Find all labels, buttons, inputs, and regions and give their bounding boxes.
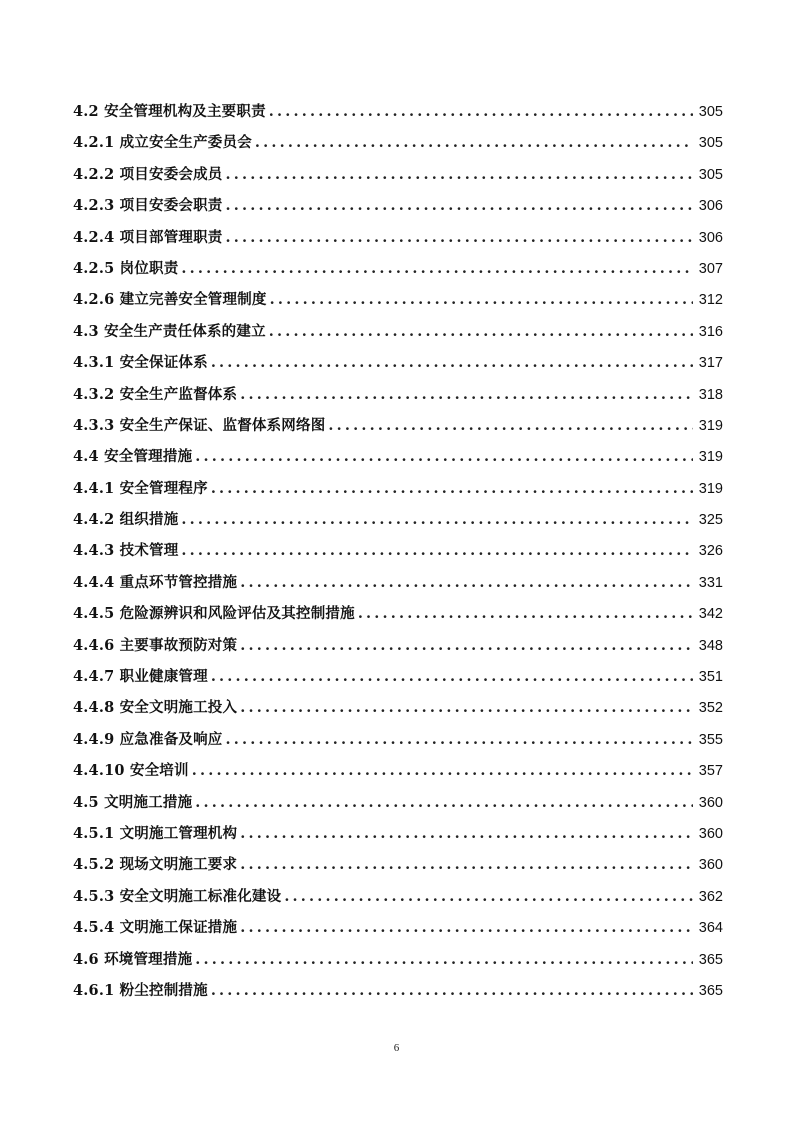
toc-dot-leader [181,509,693,531]
toc-dot-leader [240,917,693,939]
toc-entry-title[interactable]: 4.4.7 职业健康管理 [73,668,208,686]
toc-entry-page[interactable]: 305 [698,135,723,152]
toc-dot-leader [226,227,693,249]
toc-dot-leader [328,415,693,437]
toc-entry-title[interactable]: 4.6 环境管理措施 [73,950,193,968]
toc-entry-page[interactable]: 307 [698,260,723,277]
toc-entry-page[interactable]: 306 [698,198,723,215]
toc-entry-title[interactable]: 4.6.1 粉尘控制措施 [73,981,208,999]
toc-entry-page[interactable]: 318 [698,386,723,403]
toc-dot-leader [358,603,693,625]
toc-dot-leader [269,101,693,123]
toc-entry-title[interactable]: 4.2.3 项目安委会职责 [73,197,223,215]
toc-dot-leader [211,666,693,688]
toc-dot-leader [195,446,693,468]
toc-entry[interactable] [73,321,723,352]
toc-entry[interactable] [73,635,723,666]
page-number: 6 [393,1042,400,1054]
toc-entry[interactable] [73,697,723,728]
toc-entry-page[interactable]: 348 [698,637,723,654]
toc-entry-page[interactable]: 365 [698,951,723,968]
toc-entry[interactable] [73,509,723,540]
toc-entry[interactable] [73,289,723,320]
toc-entry-title[interactable]: 4.2.4 项目部管理职责 [73,228,223,246]
toc-dot-leader [240,697,693,719]
toc-dot-leader [240,384,693,406]
toc-entry-title[interactable]: 4.2 安全管理机构及主要职责 [73,103,266,120]
toc-entry-page[interactable]: 325 [698,512,723,529]
toc-dot-leader [269,321,693,343]
toc-entry-page[interactable]: 351 [698,669,723,686]
toc-entry-page[interactable]: 360 [698,794,723,811]
toc-entry[interactable] [73,949,723,980]
toc-entry[interactable] [73,917,723,948]
toc-entry-title[interactable]: 4.3.1 安全保证体系 [73,354,208,372]
toc-entry-title[interactable]: 4.4.8 安全文明施工投入 [73,699,238,717]
toc-entry-page[interactable]: 326 [698,543,723,560]
toc-entry[interactable] [73,478,723,509]
toc-entry-title[interactable]: 4.3.3 安全生产保证、监督体系网络图 [73,416,326,434]
toc-dot-leader [195,949,693,971]
toc-entry-page[interactable]: 316 [698,323,723,340]
toc-dot-leader [181,540,693,562]
toc-entry[interactable] [73,195,723,226]
toc-entry[interactable] [73,384,723,415]
toc-dot-leader [181,258,693,280]
toc-entry-title[interactable]: 4.4 安全管理措施 [73,448,193,466]
toc-dot-leader [211,478,693,500]
toc-entry-title[interactable]: 4.5.4 文明施工保证措施 [73,919,238,937]
toc-dot-leader [211,352,693,374]
toc-dot-leader [240,854,693,876]
toc-entry[interactable] [73,258,723,289]
toc-entry[interactable] [73,227,723,258]
toc-entry[interactable] [73,980,723,1011]
toc-dot-leader [255,132,693,154]
toc-entry-title[interactable]: 4.3.2 安全生产监督体系 [73,385,238,403]
toc-entry-page[interactable]: 319 [698,417,723,434]
toc-entry[interactable] [73,101,723,132]
toc-entry-title[interactable]: 4.4.5 危险源辨识和风险评估及其控制措施 [73,605,355,623]
toc-entry[interactable] [73,446,723,477]
toc-entry-page[interactable]: 319 [698,480,723,497]
toc-entry-page[interactable]: 364 [698,920,723,937]
toc-entry-page[interactable]: 342 [698,606,723,623]
toc-dot-leader [226,729,693,751]
toc-entry-title[interactable]: 4.4.2 组织措施 [73,511,179,529]
toc-entry-page[interactable]: 305 [698,104,723,120]
toc-dot-leader [226,164,693,186]
toc-entry-title[interactable]: 4.2.5 岗位职责 [73,259,179,277]
toc-entry[interactable] [73,854,723,885]
toc-entry-page[interactable]: 331 [698,574,723,591]
toc-entry[interactable] [73,729,723,760]
toc-entry-title[interactable]: 4.4.9 应急准备及响应 [73,730,223,748]
toc-entry-title[interactable]: 4.4.6 主要事故预防对策 [73,636,238,654]
toc-dot-leader [192,760,693,782]
toc-entry-page[interactable]: 357 [698,763,723,780]
toc-entry[interactable] [73,352,723,383]
toc-entry-title[interactable]: 4.2.6 建立完善安全管理制度 [73,291,267,309]
toc-entry-page[interactable]: 352 [698,700,723,717]
toc-entry[interactable] [73,540,723,571]
toc-entry-page[interactable]: 305 [698,166,723,183]
toc-dot-leader [284,886,693,908]
toc-entry-title[interactable]: 4.5.3 安全文明施工标准化建设 [73,887,282,905]
toc-entry-title[interactable]: 4.2.1 成立安全生产委员会 [73,134,252,152]
toc-entry-title[interactable]: 4.5.2 现场文明施工要求 [73,856,238,874]
toc-entry[interactable] [73,164,723,195]
toc-entry-title[interactable]: 4.4.4 重点环节管控措施 [73,573,238,591]
toc-entry[interactable] [73,415,723,446]
toc-dot-leader [270,289,693,311]
toc-entry-page[interactable]: 365 [698,982,723,999]
toc-entry-title[interactable]: 4.3 安全生产责任体系的建立 [73,322,266,340]
toc-entry-page[interactable]: 312 [698,292,723,309]
toc-entry[interactable] [73,572,723,603]
toc-dot-leader [240,635,693,657]
toc-entry-title[interactable]: 4.2.2 项目安委会成员 [73,165,223,183]
toc-entry[interactable] [73,760,723,791]
toc-entry-page[interactable]: 355 [698,731,723,748]
toc-entry[interactable] [73,792,723,823]
toc-entry[interactable] [73,886,723,917]
toc-entry[interactable] [73,603,723,634]
toc-entry-page[interactable]: 317 [698,355,723,372]
toc-entry-title[interactable]: 4.4.10 安全培训 [73,762,189,780]
toc-entry-page[interactable]: 306 [698,229,723,246]
table-of-contents [73,101,723,1011]
toc-entry[interactable] [73,823,723,854]
toc-entry[interactable] [73,666,723,697]
toc-entry-title[interactable]: 4.5 文明施工措施 [73,793,193,811]
toc-entry-title[interactable]: 4.4.1 安全管理程序 [73,479,208,497]
toc-entry-title[interactable]: 4.5.1 文明施工管理机构 [73,824,238,842]
toc-entry[interactable] [73,132,723,163]
toc-entry-page[interactable]: 319 [698,449,723,466]
toc-dot-leader [240,823,693,845]
toc-entry-page[interactable]: 360 [698,825,723,842]
toc-entry-page[interactable]: 360 [698,857,723,874]
toc-entry-page[interactable]: 362 [698,888,723,905]
toc-dot-leader [240,572,693,594]
toc-dot-leader [195,792,693,814]
toc-dot-leader [211,980,693,1002]
toc-dot-leader [226,195,693,217]
toc-entry-title[interactable]: 4.4.3 技术管理 [73,542,179,560]
